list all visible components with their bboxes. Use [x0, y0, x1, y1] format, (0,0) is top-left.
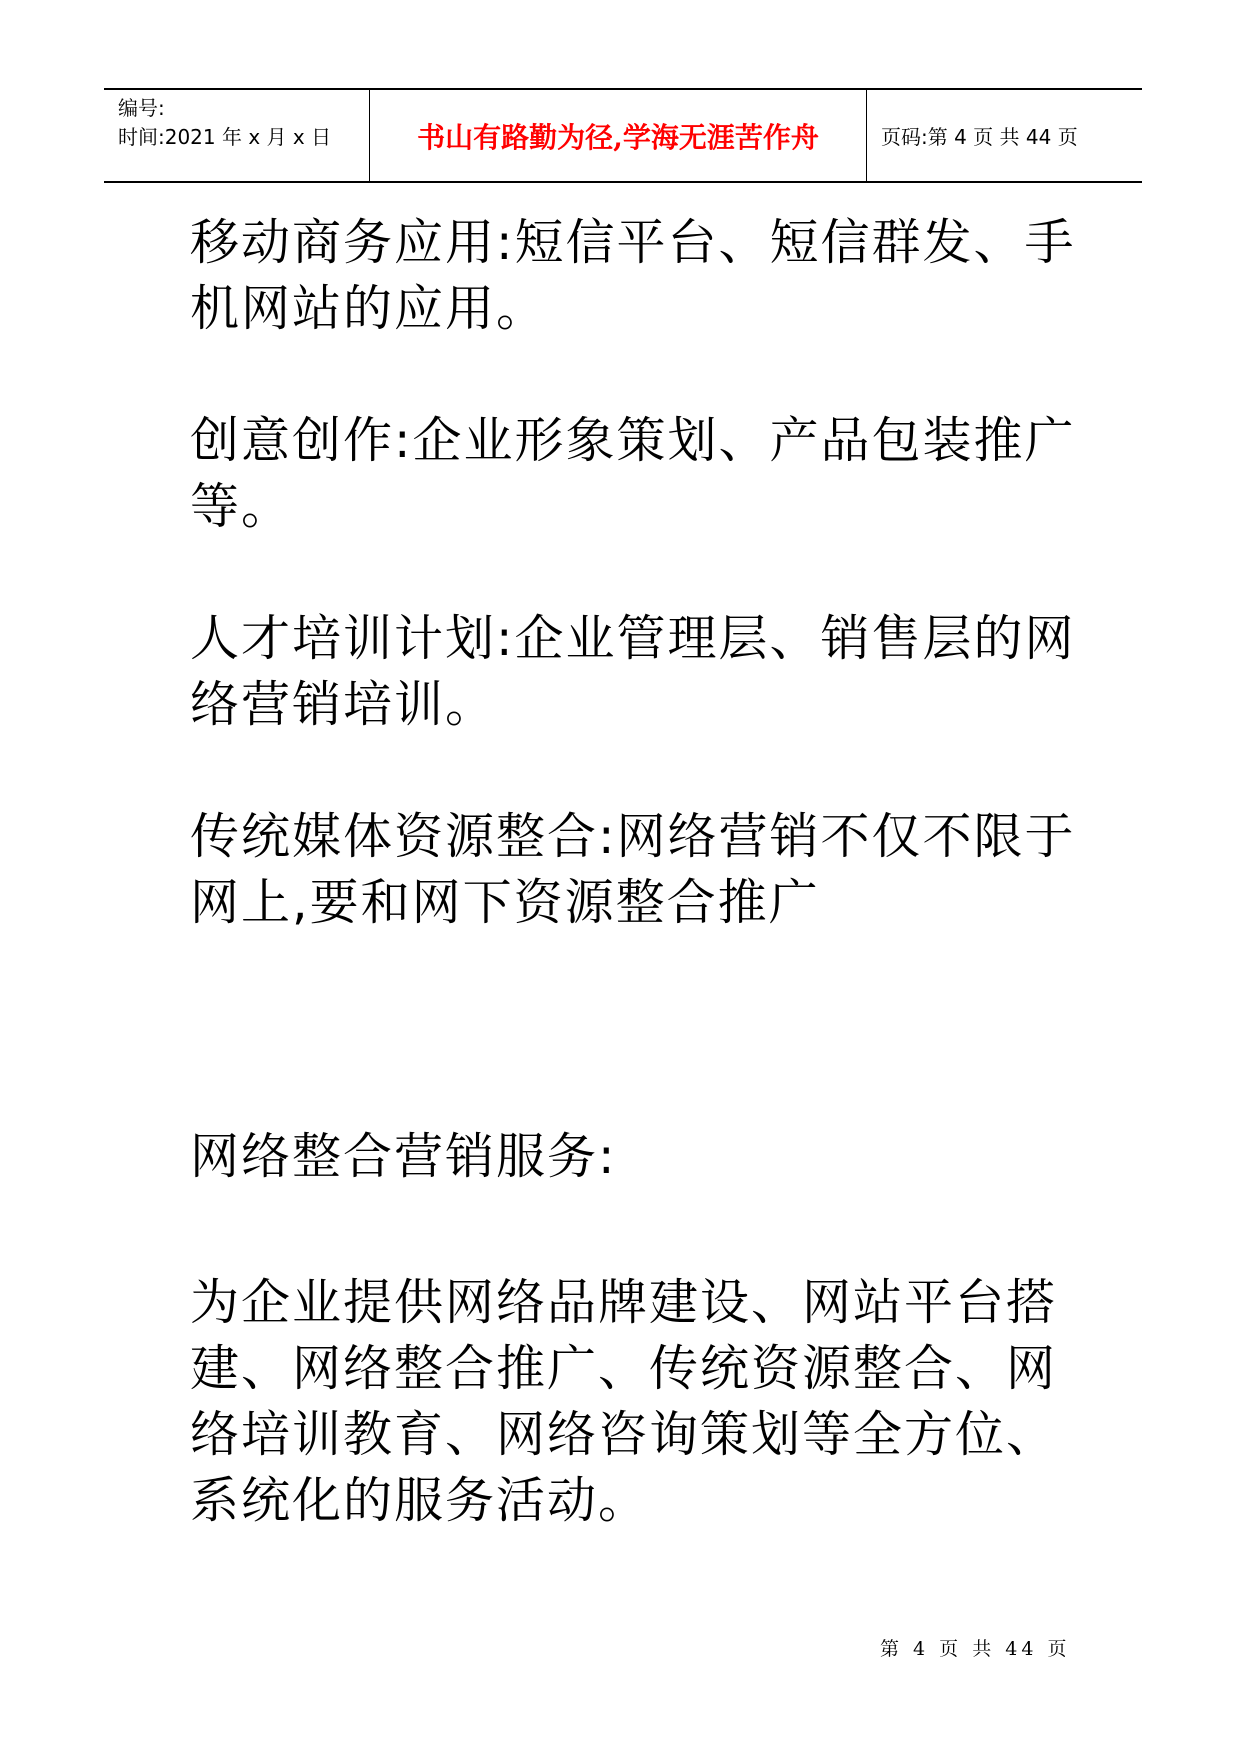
- paragraph-services: 为企业提供网络品牌建设、网站平台搭建、网络整合推广、传统资源整合、网络培训教育、网络咨询策划等全方位、系统化的服务活动。: [190, 1274, 1058, 1529]
- number-label: 编号:: [118, 96, 165, 120]
- time-label: 时间:2021 年 x 月 x 日: [118, 125, 332, 149]
- paragraph-creative: 创意创作:企业形象策划、产品包装推广等。: [190, 412, 1076, 535]
- page-header: [104, 88, 1142, 183]
- section-heading: 网络整合营销服务:: [190, 1128, 617, 1185]
- page-code: 页码:第 4 页 共 44 页: [881, 125, 1078, 149]
- paragraph-training: 人才培训计划:企业管理层、销售层的网络营销培训。: [190, 610, 1076, 733]
- motto-text: 书山有路勤为径,学海无涯苦作舟: [417, 120, 819, 154]
- header-motto-cell: [370, 90, 867, 181]
- page-footer: 第 4 页 共 44 页: [880, 1638, 1071, 1660]
- header-page-code-cell: [867, 90, 1142, 181]
- header-meta: [104, 90, 370, 181]
- paragraph-traditional-media: 传统媒体资源整合:网络营销不仅不限于网上,要和网下资源整合推广: [190, 808, 1076, 931]
- paragraph-mobile-commerce: 移动商务应用:短信平台、短信群发、手机网站的应用。: [190, 214, 1076, 337]
